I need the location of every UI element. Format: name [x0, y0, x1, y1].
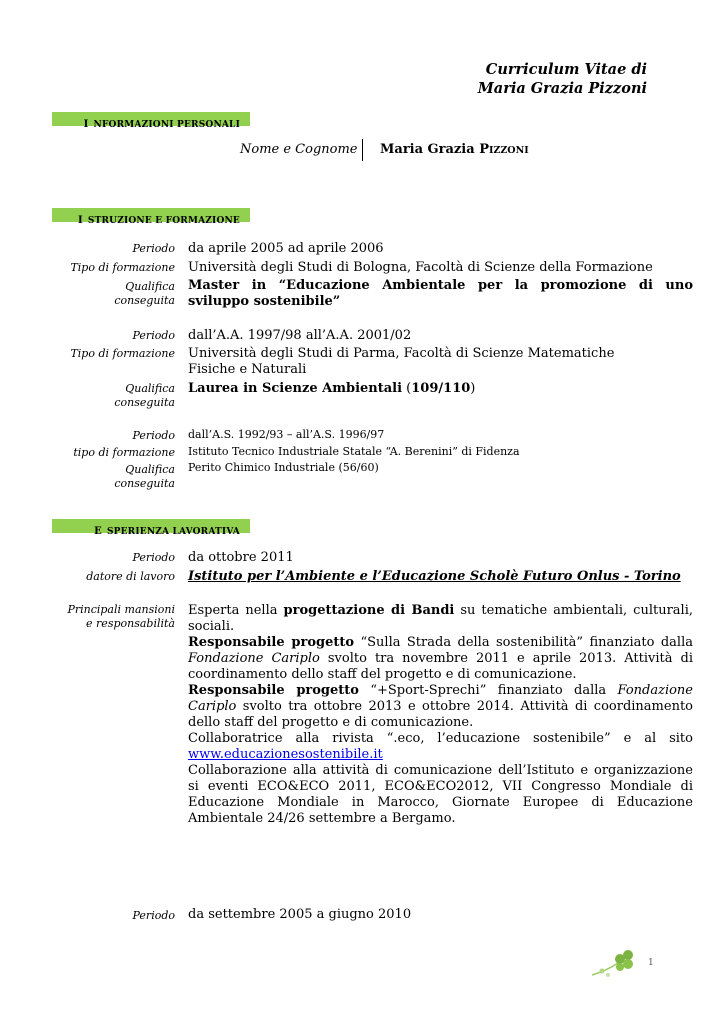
edu3-qual-label-1: Qualifica: [125, 463, 175, 476]
name-value: Maria Grazia PIZZONI: [380, 142, 529, 157]
edu1-period-label: Periodo: [132, 242, 175, 255]
edu1-type: Università degli Studi di Bologna, Facoltà di Scienze della Formazione: [188, 260, 653, 275]
cv-title-line1: Curriculum Vitae di: [485, 61, 647, 78]
edu3-period-label: Periodo: [132, 429, 175, 442]
section-education: I STRUZIONE E FORMAZIONE: [52, 208, 250, 222]
edu3-period: dall’A.S. 1992/93 – all’A.S. 1996/97: [188, 428, 385, 441]
edu1-qual-label-1: Qualifica: [125, 280, 175, 293]
work2-period-label: Periodo: [132, 909, 175, 922]
work1-duties: [188, 603, 693, 827]
work1-duties-label-2: e responsabilità: [86, 617, 175, 630]
edu1-qualification: Master in “Educazione Ambientale per la promozione di uno sviluppo sostenibile”: [188, 278, 693, 309]
work2-period: da settembre 2005 a giugno 2010: [188, 907, 412, 922]
duty-paragraph: Collaborazione alla attività di comunicazione dell’Istituto e organizzazione si eventi ECO&ECO 2011, ECO&ECO2012, VII Congresso Mondiale di Educazione Mondiale in Marocco, Giornate Europee di Educazione Ambientale 24/26 settembre a Bergamo.: [188, 763, 693, 826]
edu1-period: da aprile 2005 ad aprile 2006: [188, 241, 384, 256]
work1-period: da ottobre 2011: [188, 550, 294, 565]
edu2-type-label: Tipo di formazione: [70, 347, 175, 360]
section-work-experience: E SPERIENZA LAVORATIVA: [52, 519, 250, 533]
edu2-qual-label-2: conseguita: [114, 396, 175, 409]
edu2-qualification: Laurea in Scienze Ambientali (109/110): [188, 381, 476, 396]
clover-logo-icon: [590, 945, 642, 985]
website-link[interactable]: www.educazionesostenibile.it: [188, 747, 383, 762]
work1-period-label: Periodo: [132, 551, 175, 564]
edu2-type: Università degli Studi di Parma, Facoltà di Scienze Matematiche Fisiche e Naturali: [188, 346, 615, 377]
duty-paragraph: Esperta nella progettazione di Bandi su tematiche ambientali, culturali, sociali.: [188, 603, 694, 634]
work1-employer: Istituto per l’Ambiente e l’Educazione Scholè Futuro Onlus - Torino: [188, 569, 681, 584]
work1-duties-label-1: Principali mansioni: [67, 603, 175, 616]
edu3-qual-label-2: conseguita: [114, 477, 175, 490]
edu3-type: Istituto Tecnico Industriale Statale “A. Berenini” di Fidenza: [188, 445, 520, 458]
edu1-qual-label-2: conseguita: [114, 294, 175, 307]
edu2-period: dall’A.A. 1997/98 all’A.A. 2001/02: [188, 328, 412, 343]
edu3-type-label: tipo di formazione: [73, 446, 175, 459]
name-label: Nome e Cognome: [240, 142, 358, 157]
edu3-qualification: Perito Chimico Industriale (56/60): [188, 461, 379, 474]
cv-title: [478, 60, 647, 98]
section-personal-info: I NFORMAZIONI PERSONALI: [52, 112, 250, 126]
name-divider: [362, 139, 363, 161]
duty-paragraph: Responsabile progetto “Sulla Strada della sostenibilità” finanziato dalla Fondazione Cariplo svolto tra novembre 2011 e aprile 2013. Attività di coordinamento dello staff del progetto e di comunicazione.: [188, 635, 693, 682]
duty-paragraph: Collaboratrice alla rivista “.eco, l’educazione sostenibile” e al sito www.educazionesostenibile.it: [188, 731, 693, 762]
work1-employer-label: datore di lavoro: [86, 570, 175, 583]
page-number: 1: [648, 958, 654, 968]
cv-title-line2: Maria Grazia Pizzoni: [477, 80, 647, 97]
edu2-qual-label-1: Qualifica: [125, 382, 175, 395]
edu2-period-label: Periodo: [132, 329, 175, 342]
duty-paragraph: Responsabile progetto “+Sport-Sprechi” finanziato dalla Fondazione Cariplo svolto tra ottobre 2013 e ottobre 2014. Attività di coordinamento dello staff del progetto e di comunicazione.: [188, 683, 693, 730]
edu1-type-label: Tipo di formazione: [70, 261, 175, 274]
